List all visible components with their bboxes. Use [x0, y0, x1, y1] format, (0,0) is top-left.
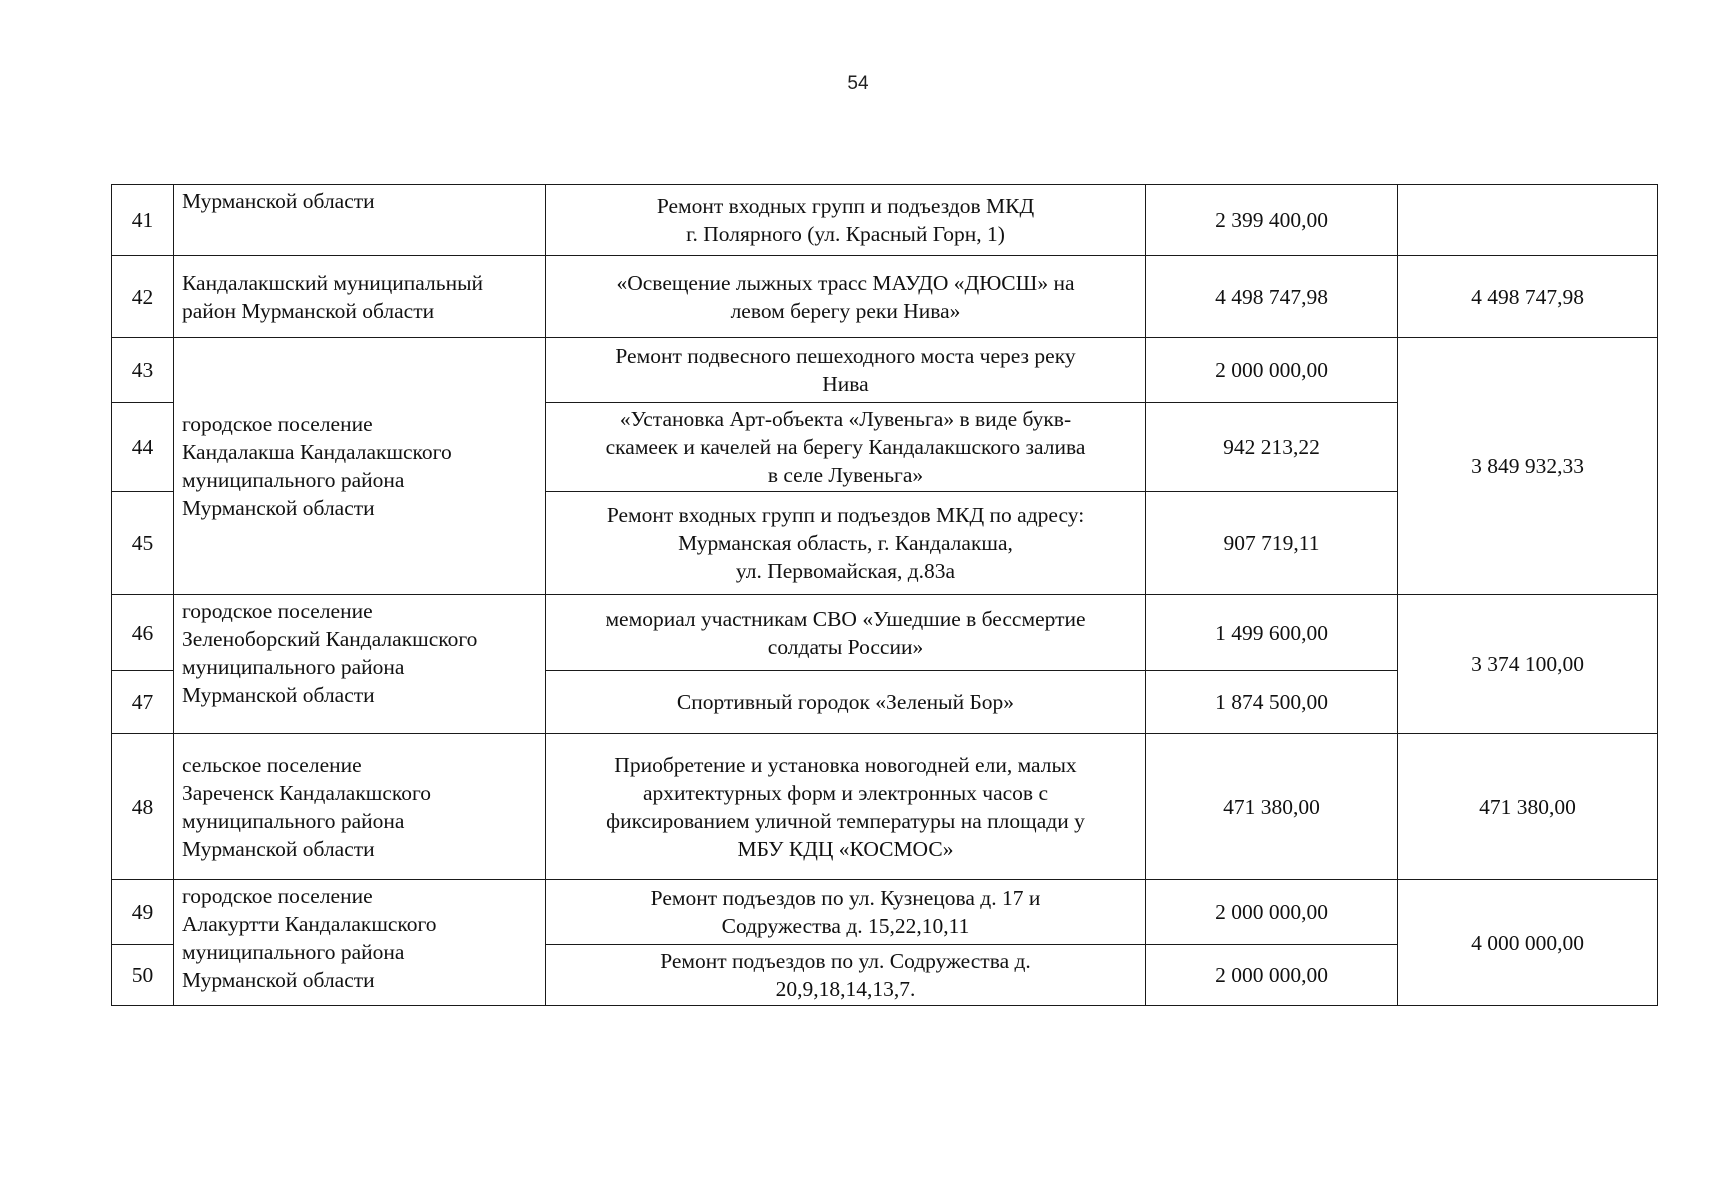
- object-line: Приобретение и установка новогодней ели, малых: [614, 752, 1077, 777]
- row-number: 48: [112, 734, 174, 880]
- funding-table: [111, 184, 1658, 1006]
- amount-cell: 2 000 000,00: [1146, 338, 1398, 403]
- table-row: [112, 734, 1658, 880]
- row-number: 42: [112, 256, 174, 338]
- object-line: Содружества д. 15,22,10,11: [721, 914, 970, 938]
- municipality-line: Мурманской области: [182, 968, 375, 992]
- municipality-cell: [174, 338, 546, 595]
- object-line: г. Полярного (ул. Красный Горн, 1): [686, 222, 1005, 246]
- municipality-cell: [174, 734, 546, 880]
- object-cell: [546, 338, 1146, 403]
- amount-cell: 1 499 600,00: [1146, 595, 1398, 671]
- object-line: Нива: [822, 372, 869, 396]
- object-cell: [546, 492, 1146, 595]
- row-number: 44: [112, 403, 174, 492]
- amount-cell: 2 399 400,00: [1146, 185, 1398, 256]
- page-number: 54: [847, 73, 869, 94]
- municipality-line: Мурманской области: [182, 683, 375, 707]
- row-number: 49: [112, 880, 174, 945]
- municipality-line: городское поселение: [182, 599, 373, 623]
- table-row: [112, 880, 1658, 945]
- amount-cell: 907 719,11: [1146, 492, 1398, 595]
- municipality-line: городское поселение: [182, 884, 373, 908]
- object-line: Ремонт подъездов по ул. Кузнецова д. 17 и: [650, 886, 1041, 910]
- object-cell: [546, 734, 1146, 880]
- object-line: Мурманская область, г. Кандалакша,: [678, 531, 1013, 555]
- object-line: Ремонт подвесного пешеходного моста через реку: [615, 344, 1076, 368]
- municipality-cell: [174, 880, 546, 1006]
- municipality-cell: [174, 595, 546, 734]
- object-cell: [546, 671, 1146, 734]
- object-line: «Установка Арт-объекта «Лувеньга» в виде букв-: [619, 407, 1072, 431]
- object-line: Ремонт подъездов по ул. Содружества д.: [660, 949, 1031, 973]
- municipality-line: муниципального района: [182, 940, 405, 964]
- municipality-line: Кандалакшский муниципальный: [182, 270, 484, 295]
- total-cell: 4 000 000,00: [1398, 880, 1658, 1006]
- amount-cell: 942 213,22: [1146, 403, 1398, 492]
- row-number: 47: [112, 671, 174, 734]
- object-cell: [546, 185, 1146, 256]
- row-number: 46: [112, 595, 174, 671]
- object-line: левом берегу реки Нива»: [730, 298, 961, 323]
- total-cell: 3 849 932,33: [1398, 338, 1658, 595]
- municipality-line: муниципального района: [182, 808, 405, 833]
- object-line: мемориал участникам СВО «Ушедшие в бессмертие: [605, 606, 1086, 631]
- table-row: [112, 256, 1658, 338]
- municipality-line: муниципального района: [182, 655, 405, 679]
- municipality-line: Мурманской области: [182, 836, 375, 861]
- object-line: Спортивный городок «Зеленый Бор»: [676, 690, 1015, 714]
- object-cell: [546, 256, 1146, 338]
- object-cell: [546, 880, 1146, 945]
- object-line: ул. Первомайская, д.83а: [735, 559, 956, 583]
- object-line: «Освещение лыжных трасс МАУДО «ДЮСШ» на: [616, 270, 1075, 295]
- municipality-line: Зареченск Кандалакшского: [182, 780, 432, 805]
- table-row: [112, 338, 1658, 403]
- row-number: 41: [112, 185, 174, 256]
- object-cell: [546, 595, 1146, 671]
- object-cell: [546, 945, 1146, 1006]
- amount-cell: 471 380,00: [1146, 734, 1398, 880]
- total-cell: 4 498 747,98: [1398, 256, 1658, 338]
- municipality-line: Кандалакша Кандалакшского: [182, 440, 452, 464]
- total-cell: 471 380,00: [1398, 734, 1658, 880]
- object-line: солдаты России»: [767, 634, 924, 659]
- object-line: Ремонт входных групп и подъездов МКД: [656, 194, 1035, 218]
- row-number: 45: [112, 492, 174, 595]
- municipality-line: Мурманской области: [182, 496, 375, 520]
- object-line: МБУ КДЦ «КОСМОС»: [737, 836, 954, 861]
- amount-cell: 2 000 000,00: [1146, 880, 1398, 945]
- row-number: 50: [112, 945, 174, 1006]
- object-line: Ремонт входных групп и подъездов МКД по адресу:: [606, 503, 1085, 527]
- municipality-cell: [174, 185, 546, 256]
- row-number: 43: [112, 338, 174, 403]
- object-line: архитектурных форм и электронных часов с: [642, 780, 1049, 805]
- municipality-line: сельское поселение: [182, 752, 362, 777]
- object-cell: [546, 403, 1146, 492]
- table-row: [112, 595, 1658, 671]
- total-cell: [1398, 185, 1658, 256]
- amount-cell: 4 498 747,98: [1146, 256, 1398, 338]
- object-line: скамеек и качелей на берегу Кандалакшского залива: [605, 435, 1086, 459]
- amount-cell: 2 000 000,00: [1146, 945, 1398, 1006]
- object-line: 20,9,18,14,13,7.: [775, 977, 916, 1001]
- municipality-line: Зеленоборский Кандалакшского: [182, 627, 478, 651]
- municipality-line: городское поселение: [182, 412, 373, 436]
- table-row: [112, 185, 1658, 256]
- object-line: фиксированием уличной температуры на площади у: [606, 808, 1085, 833]
- municipality-line: Мурманской области: [182, 189, 375, 213]
- municipality-line: муниципального района: [182, 468, 405, 492]
- municipality-line: район Мурманской области: [182, 298, 435, 323]
- municipality-line: Алакуртти Кандалакшского: [182, 912, 437, 936]
- amount-cell: 1 874 500,00: [1146, 671, 1398, 734]
- municipality-cell: [174, 256, 546, 338]
- object-line: в селе Лувеньга»: [767, 463, 924, 487]
- total-cell: 3 374 100,00: [1398, 595, 1658, 734]
